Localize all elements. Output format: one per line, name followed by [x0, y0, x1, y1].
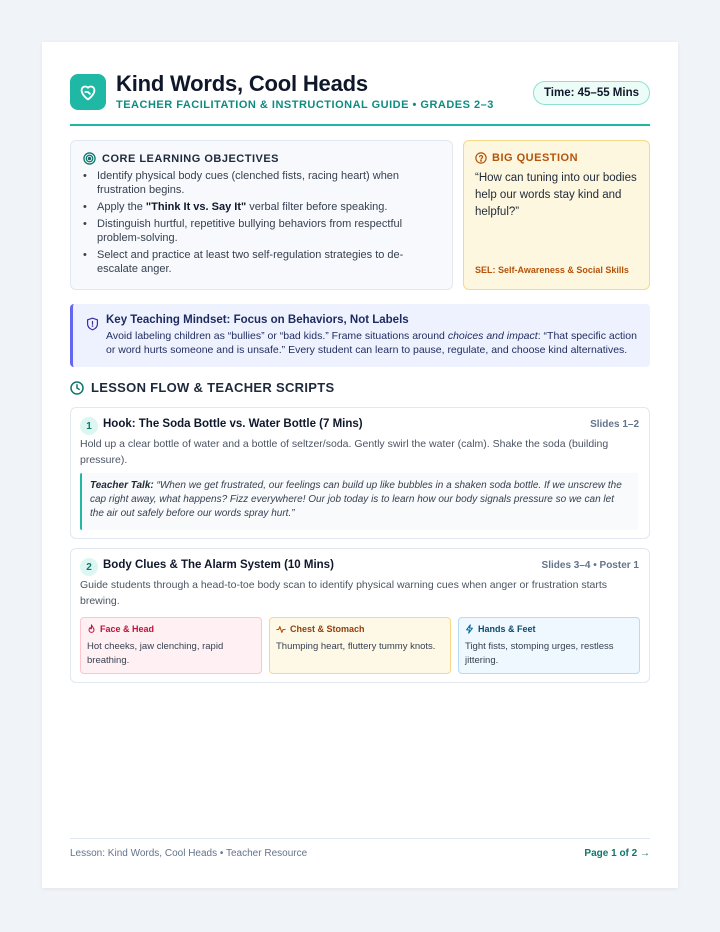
big-question-heading-label: BIG QUESTION: [492, 152, 579, 164]
mindset-text-emphasis: choices and impact: [447, 330, 538, 342]
step-description: Guide students through a head-to-toe body scan to identify physical warning cues when anger or frustration starts brewing.: [80, 579, 608, 607]
big-question-heading: [475, 152, 578, 164]
cue-title-label: Chest & Stomach: [290, 624, 365, 634]
sel-tag: SEL: Self-Awareness & Social Skills: [475, 265, 629, 275]
step-number: 1: [80, 417, 98, 435]
step-slides: Slides 3–4 • Poster 1: [541, 560, 639, 571]
objective-item: [81, 169, 421, 197]
step-card-1: [70, 407, 650, 539]
page-content: [70, 42, 650, 888]
mindset-callout: [70, 304, 650, 367]
cue-title: [87, 624, 255, 634]
cue-title-label: Face & Head: [100, 624, 155, 634]
objectives-panel: [70, 140, 453, 290]
cue-title: [465, 624, 633, 634]
logo-badge: [70, 74, 106, 110]
objective-text: Select and practice at least two self-regulation strategies to de-escalate anger.: [97, 249, 404, 275]
mindset-text-pre: Avoid labeling children as “bullies” or “bad kids.” Frame situations around: [106, 330, 448, 342]
objective-text-pre: Apply the: [97, 201, 146, 213]
pulse-icon: [276, 625, 286, 634]
cue-text: Tight fists, stomping urges, restless jittering.: [465, 641, 614, 666]
objective-text: Distinguish hurtful, repetitive bullying behaviors from respectful problem-solving.: [97, 218, 403, 244]
page-title: Kind Words, Cool Heads: [116, 71, 368, 96]
step-description: Hold up a clear bottle of water and a bottle of seltzer/soda. Gently swirl the water (calm). Shake the soda (building pressure).: [80, 438, 609, 466]
header-divider: [70, 124, 650, 126]
question-circle-icon: [475, 152, 487, 164]
step-title: Body Clues & The Alarm System (10 Mins): [103, 559, 334, 571]
footer-lesson-label: Lesson: Kind Words, Cool Heads • Teacher Resource: [70, 848, 308, 859]
objective-text-post: verbal filter before speaking.: [246, 201, 388, 213]
mindset-text-post: : “That specific action or word hurts someone and is unsafe.” Every student can learn to pause, regulate, and choose kind alternatives.: [106, 330, 637, 356]
shield-icon: [86, 317, 99, 331]
teacher-talk-text: “When we get frustrated, our feelings can build up like bubbles in a shaken soda bottle. If we unscrew the cap right away, what happens? Fizz everywhere! Our job today is to learn how our body signals pressure so we can let the air out safely before our words spray hurt.”: [90, 480, 622, 519]
cue-title: [276, 624, 444, 634]
objectives-list: [81, 169, 421, 279]
lesson-flow-heading: [70, 380, 334, 395]
mindset-title: Key Teaching Mindset: Focus on Behaviors, Not Labels: [106, 314, 409, 326]
cue-title-label: Hands & Feet: [478, 624, 536, 634]
big-question-panel: [463, 140, 650, 290]
flame-icon: [87, 624, 96, 634]
cue-card-chest-stomach: [269, 617, 451, 674]
cue-card-hands-feet: [458, 617, 640, 674]
objective-text: Identify physical body cues (clenched fists, racing heart) when frustration begins.: [97, 170, 400, 196]
objective-text-bold: "Think It vs. Say It": [145, 201, 247, 213]
heart-hand-icon: [77, 81, 99, 103]
lightning-icon: [465, 624, 474, 634]
mindset-text: [106, 329, 641, 357]
clock-icon: [70, 381, 84, 395]
target-icon: [83, 152, 96, 165]
cue-text: Hot cheeks, jaw clenching, rapid breathing.: [87, 641, 224, 666]
step-slides: Slides 1–2: [590, 419, 639, 430]
objectives-heading-label: CORE LEARNING OBJECTIVES: [102, 152, 280, 165]
objective-item: [81, 248, 421, 276]
page-subtitle: TEACHER FACILITATION & INSTRUCTIONAL GUIDE • GRADES 2–3: [116, 99, 494, 111]
step-number: 2: [80, 558, 98, 576]
footer-divider: [70, 838, 650, 839]
page-sheet: [42, 42, 678, 888]
objective-item: [81, 200, 421, 214]
objective-item: [81, 217, 421, 245]
lesson-flow-heading-label: LESSON FLOW & TEACHER SCRIPTS: [91, 380, 335, 395]
page-number-link[interactable]: Page 1 of 2 →: [584, 848, 650, 859]
time-badge: Time: 45–55 Mins: [533, 81, 650, 105]
step-title: Hook: The Soda Bottle vs. Water Bottle (7 Mins): [103, 418, 363, 430]
teacher-talk-quote: [80, 473, 638, 530]
cue-card-face-head: [80, 617, 262, 674]
step-card-2: [70, 548, 650, 683]
cue-text: Thumping heart, fluttery tummy knots.: [276, 641, 436, 652]
big-question-text: “How can tuning into our bodies help our words stay kind and helpful?”: [475, 172, 637, 218]
objectives-heading: [83, 152, 279, 165]
teacher-talk-label: Teacher Talk:: [90, 480, 154, 491]
